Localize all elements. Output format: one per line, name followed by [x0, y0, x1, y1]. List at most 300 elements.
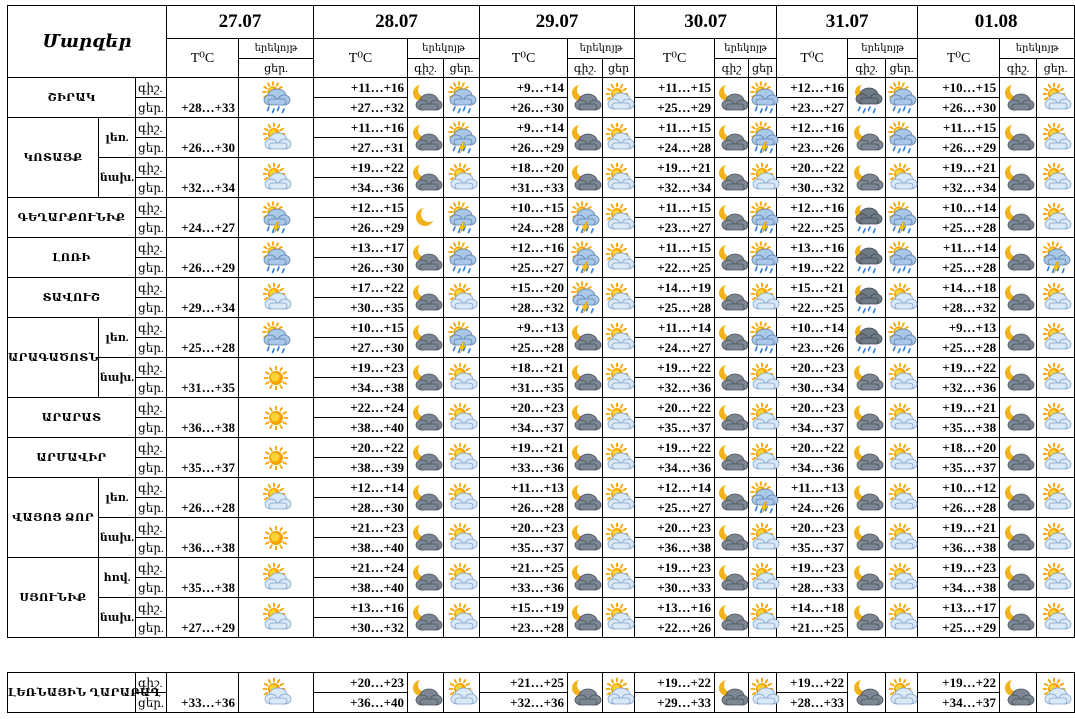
night-label: գիշ. [136, 278, 167, 298]
night-temp: +11…+15 [635, 238, 715, 258]
night-label: գիշ. [136, 78, 167, 98]
day-temp: +28…+33 [777, 578, 848, 598]
sun-cloud-icon [749, 558, 777, 598]
moon-cloud-icon [848, 673, 886, 713]
sun-cloud-icon [444, 158, 480, 198]
moon-cloud-icon [1000, 673, 1037, 713]
sun-cloud-icon [749, 598, 777, 638]
sun-cloud-icon [603, 238, 635, 278]
moon-cloud-icon [568, 398, 603, 438]
day-temp: +31…+33 [480, 178, 568, 198]
day-temp: +32…+34 [918, 178, 1000, 198]
moon-cloud-icon [715, 518, 749, 558]
moon-cloud-icon [848, 158, 886, 198]
region-name: ԱՐԱՐԱՏ [8, 398, 136, 438]
sun-cloud-icon [603, 198, 635, 238]
moon-cloud-icon [1000, 398, 1037, 438]
sun-cloud-icon [749, 358, 777, 398]
moon-cloud-icon [408, 438, 444, 478]
region-name: ՏԱՎՈՒՇ [8, 278, 136, 318]
day-label: ցեր. [136, 498, 167, 518]
temp-range: +36…+38 [167, 518, 239, 558]
region-name: ՇԻՐԱԿ [8, 78, 136, 118]
moon-cloud-icon [568, 158, 603, 198]
temp-range: +29…+34 [167, 278, 239, 318]
sun-cloud-icon [603, 398, 635, 438]
moon-cloud-icon [568, 558, 603, 598]
sun-cloud-icon [1037, 198, 1075, 238]
moon-cloud-icon [848, 118, 886, 158]
night-temp: +19…+21 [918, 518, 1000, 538]
day-temp: +22…+25 [635, 258, 715, 278]
day-temp: +24…+28 [480, 218, 568, 238]
night-temp: +22…+24 [314, 398, 408, 418]
subregion-label: հով. [99, 558, 136, 598]
day-temp: +34…+37 [480, 418, 568, 438]
subregion-label: նախ. [99, 598, 136, 638]
day-temp: +35…+38 [918, 418, 1000, 438]
sun-rain-icon [239, 78, 314, 118]
night-temp: +11…+15 [635, 118, 715, 138]
night-temp: +15…+19 [480, 598, 568, 618]
sun-storm-icon [239, 198, 314, 238]
sun-cloud-icon [444, 558, 480, 598]
night-temp: +19…+22 [635, 358, 715, 378]
sun-cloud-icon [239, 598, 314, 638]
day-temp: +26…+28 [918, 498, 1000, 518]
day-temp: +31…+35 [480, 378, 568, 398]
day-temp: +34…+38 [314, 378, 408, 398]
night-label: գիշ. [136, 158, 167, 178]
day-label: ցեր. [136, 538, 167, 558]
moon-cloud-icon [715, 318, 749, 358]
night-subheader: գիշ. [1000, 59, 1037, 78]
subregion-label: նախ. [99, 518, 136, 558]
day-subheader: ցեր. [239, 59, 314, 78]
moon-cloud-icon [1000, 278, 1037, 318]
day-temp: +28…+30 [314, 498, 408, 518]
night-temp: +9…+14 [480, 78, 568, 98]
sun-cloud-icon [603, 78, 635, 118]
night-temp: +19…+23 [777, 558, 848, 578]
moon-cloud-icon [1000, 478, 1037, 518]
date-header: 31.07 [777, 6, 918, 39]
sun-cloud-icon [886, 158, 918, 198]
sun-cloud-icon [603, 318, 635, 358]
night-temp: +20…+23 [314, 673, 408, 693]
moon-cloud-icon [715, 118, 749, 158]
night-temp: +13…+16 [314, 598, 408, 618]
table-row [8, 78, 1075, 98]
sun-cloud-icon [886, 558, 918, 598]
night-temp: +19…+22 [635, 438, 715, 458]
moon-cloud-icon [848, 558, 886, 598]
day-temp: +25…+28 [918, 258, 1000, 278]
sun-cloud-icon [603, 118, 635, 158]
sun-storm-icon [444, 318, 480, 358]
moon-cloud-icon [1000, 118, 1037, 158]
sun-cloud-icon [239, 558, 314, 598]
night-temp: +10…+12 [918, 478, 1000, 498]
night-temp: +10…+15 [314, 318, 408, 338]
temp-range: +35…+38 [167, 558, 239, 598]
day-label: ցեր. [136, 418, 167, 438]
night-temp: +19…+21 [918, 158, 1000, 178]
night-temp: +12…+14 [635, 478, 715, 498]
day-temp: +32…+34 [635, 178, 715, 198]
sun-cloud-icon [239, 673, 314, 713]
moon-cloud-icon [715, 158, 749, 198]
date-header: 29.07 [480, 6, 635, 39]
region-name: ՎԱՅՈՑ ՁՈՐ [8, 478, 99, 558]
night-temp: +18…+20 [918, 438, 1000, 458]
night-label: գիշ. [136, 558, 167, 578]
night-temp: +20…+22 [635, 398, 715, 418]
sun-storm-icon [568, 238, 603, 278]
moon-cloud-icon [848, 598, 886, 638]
region-name: ՍՅՈՒՆԻՔ [8, 558, 99, 638]
table-row [8, 238, 1075, 258]
sun-cloud-icon [1037, 358, 1075, 398]
day-label: ցեր. [136, 378, 167, 398]
sun-rain-icon [886, 78, 918, 118]
day-temp: +26…+30 [918, 98, 1000, 118]
sun-storm-icon [1037, 238, 1075, 278]
night-temp: +19…+22 [777, 673, 848, 693]
sun-cloud-icon [603, 518, 635, 558]
moon-rain-icon [848, 278, 886, 318]
header-title: Մարզեր [8, 6, 167, 78]
day-temp: +33…+36 [480, 458, 568, 478]
day-temp: +28…+32 [480, 298, 568, 318]
sun-cloud-icon [1037, 518, 1075, 558]
moon-cloud-icon [408, 78, 444, 118]
night-temp: +10…+15 [918, 78, 1000, 98]
sun-cloud-icon [749, 438, 777, 478]
temp-range: +31…+35 [167, 358, 239, 398]
night-temp: +19…+23 [635, 558, 715, 578]
day-temp: +25…+28 [918, 218, 1000, 238]
day-temp: +22…+25 [777, 218, 848, 238]
day-temp: +34…+36 [635, 458, 715, 478]
moon-cloud-icon [1000, 238, 1037, 278]
moon-cloud-icon [408, 318, 444, 358]
region-name: ԼՈՌԻ [8, 238, 136, 278]
moon-rain-icon [848, 78, 886, 118]
sun-cloud-icon [603, 478, 635, 518]
day-temp: +27…+31 [314, 138, 408, 158]
day-label: ցեր. [136, 218, 167, 238]
day-subheader: ցեր [603, 59, 635, 78]
evening-header: երեկոյթ [715, 39, 777, 59]
sun-cloud-icon [886, 398, 918, 438]
sun-storm-icon [444, 198, 480, 238]
day-temp: +25…+27 [635, 498, 715, 518]
moon-cloud-icon [848, 398, 886, 438]
moon-cloud-icon [568, 358, 603, 398]
night-temp: +20…+22 [314, 438, 408, 458]
moon-cloud-icon [1000, 78, 1037, 118]
sun-cloud-icon [886, 673, 918, 713]
temp-header: T⁰C [480, 39, 568, 78]
sun-rain-icon [239, 238, 314, 278]
moon-cloud-icon [408, 598, 444, 638]
date-header: 28.07 [314, 6, 480, 39]
moon-cloud-icon [568, 78, 603, 118]
day-temp: +27…+30 [314, 338, 408, 358]
table-row [8, 673, 1075, 693]
region-name: ԿՈՏԱՅՔ [8, 118, 99, 198]
day-temp: +30…+34 [777, 378, 848, 398]
night-label: գիշ. [136, 118, 167, 138]
day-temp: +19…+22 [777, 258, 848, 278]
day-temp: +30…+33 [635, 578, 715, 598]
sun-cloud-icon [1037, 398, 1075, 438]
region-name: ԳԵՂԱՐՔՈՒՆԻՔ [8, 198, 136, 238]
sun-cloud-icon [1037, 673, 1075, 713]
night-temp: +13…+16 [777, 238, 848, 258]
moon-cloud-icon [1000, 158, 1037, 198]
day-temp: +38…+40 [314, 418, 408, 438]
night-label: գիշ. [136, 238, 167, 258]
day-temp: +26…+29 [314, 218, 408, 238]
day-label: ցեր. [136, 98, 167, 118]
sun-cloud-icon [603, 598, 635, 638]
temp-range: +24…+27 [167, 198, 239, 238]
night-temp: +19…+21 [480, 438, 568, 458]
moon-rain-icon [848, 318, 886, 358]
sun-cloud-icon [749, 673, 777, 713]
sun-rain-icon [749, 78, 777, 118]
sun-rain-icon [886, 118, 918, 158]
day-temp: +34…+38 [918, 578, 1000, 598]
night-temp: +21…+24 [314, 558, 408, 578]
night-temp: +15…+20 [480, 278, 568, 298]
moon-cloud-icon [848, 518, 886, 558]
table-row [8, 518, 1075, 538]
day-label: ցեր. [136, 258, 167, 278]
subregion-label: լեռ. [99, 478, 136, 518]
day-temp: +34…+37 [918, 693, 1000, 713]
night-temp: +12…+16 [777, 78, 848, 98]
night-label: գիշ. [136, 518, 167, 538]
night-temp: +19…+22 [314, 158, 408, 178]
moon-rain-icon [848, 198, 886, 238]
night-label: գիշ. [136, 198, 167, 218]
night-temp: +20…+23 [480, 398, 568, 418]
subregion-label: նախ. [99, 158, 136, 198]
subregion-label: նախ. [99, 358, 136, 398]
temp-range: +26…+29 [167, 238, 239, 278]
table-row [8, 278, 1075, 298]
evening-header: երեկոյթ [408, 39, 480, 59]
night-temp: +13…+17 [314, 238, 408, 258]
day-temp: +38…+40 [314, 538, 408, 558]
day-temp: +23…+28 [480, 618, 568, 638]
temp-range: +25…+28 [167, 318, 239, 358]
day-temp: +26…+29 [480, 138, 568, 158]
night-temp: +18…+21 [480, 358, 568, 378]
night-temp: +11…+14 [635, 318, 715, 338]
sun-rain-icon [444, 238, 480, 278]
moon-cloud-icon [848, 358, 886, 398]
sun-cloud-icon [444, 478, 480, 518]
day-label: ցեր. [136, 693, 167, 713]
subregion-label: լեռ. [99, 318, 136, 358]
night-temp: +9…+13 [918, 318, 1000, 338]
sun-rain-icon [886, 318, 918, 358]
moon-cloud-icon [568, 598, 603, 638]
moon-cloud-icon [715, 438, 749, 478]
moon-cloud-icon [1000, 598, 1037, 638]
table-row [8, 358, 1075, 378]
day-label: ցեր. [136, 578, 167, 598]
temp-range: +26…+30 [167, 118, 239, 158]
moon-cloud-icon [408, 518, 444, 558]
day-temp: +34…+37 [777, 418, 848, 438]
sun-cloud-icon [603, 438, 635, 478]
night-temp: +10…+15 [480, 198, 568, 218]
moon-cloud-icon [1000, 358, 1037, 398]
sun-rain-icon [239, 318, 314, 358]
night-temp: +19…+21 [635, 158, 715, 178]
night-temp: +12…+16 [777, 118, 848, 138]
moon-cloud-icon [1000, 518, 1037, 558]
day-temp: +35…+37 [480, 538, 568, 558]
night-temp: +9…+13 [480, 318, 568, 338]
temp-range: +26…+28 [167, 478, 239, 518]
sun-icon [239, 398, 314, 438]
day-temp: +25…+28 [918, 338, 1000, 358]
region-name: ԱՐԱԳԱԾՈՏՆ [8, 318, 99, 398]
night-temp: +15…+21 [777, 278, 848, 298]
moon-cloud-icon [715, 673, 749, 713]
moon-cloud-icon [715, 358, 749, 398]
moon-cloud-icon [568, 438, 603, 478]
sun-rain-icon [444, 78, 480, 118]
temp-range: +32…+34 [167, 158, 239, 198]
night-subheader: գիշ [715, 59, 749, 78]
sun-rain-icon [749, 238, 777, 278]
night-temp: +12…+15 [314, 198, 408, 218]
day-subheader: ցեր. [444, 59, 480, 78]
day-temp: +38…+39 [314, 458, 408, 478]
day-temp: +25…+28 [635, 298, 715, 318]
sun-cloud-icon [1037, 118, 1075, 158]
night-temp: +21…+25 [480, 558, 568, 578]
night-temp: +14…+18 [777, 598, 848, 618]
temp-range: +36…+38 [167, 398, 239, 438]
day-temp: +32…+36 [918, 378, 1000, 398]
day-label: ցեր. [136, 618, 167, 638]
sun-cloud-icon [239, 478, 314, 518]
day-temp: +25…+29 [635, 98, 715, 118]
sun-cloud-icon [603, 673, 635, 713]
moon-cloud-icon [568, 518, 603, 558]
night-temp: +11…+14 [918, 238, 1000, 258]
sun-cloud-icon [603, 278, 635, 318]
night-temp: +11…+13 [480, 478, 568, 498]
day-label: ցեր. [136, 298, 167, 318]
temp-header: T⁰C [777, 39, 848, 78]
sun-cloud-icon [603, 558, 635, 598]
night-temp: +12…+16 [480, 238, 568, 258]
sun-storm-icon [749, 478, 777, 518]
moon-cloud-icon [408, 358, 444, 398]
moon-rain-icon [848, 238, 886, 278]
sun-cloud-icon [239, 158, 314, 198]
night-subheader: գիշ. [408, 59, 444, 78]
table-row [8, 398, 1075, 418]
night-temp: +11…+16 [314, 118, 408, 138]
day-temp: +24…+26 [777, 498, 848, 518]
sun-rain-icon [886, 238, 918, 278]
sun-cloud-icon [749, 398, 777, 438]
night-temp: +20…+23 [777, 398, 848, 418]
day-temp: +23…+27 [635, 218, 715, 238]
night-temp: +13…+16 [635, 598, 715, 618]
night-label: գիշ. [136, 478, 167, 498]
table-row [8, 558, 1075, 578]
sun-storm-icon [568, 198, 603, 238]
night-temp: +18…+20 [480, 158, 568, 178]
night-label: գիշ. [136, 673, 167, 693]
moon-cloud-icon [408, 673, 444, 713]
day-subheader: ցեր. [886, 59, 918, 78]
sun-cloud-icon [886, 438, 918, 478]
sun-storm-icon [886, 198, 918, 238]
evening-header: երեկոյթ [239, 39, 314, 59]
day-temp: +33…+36 [480, 578, 568, 598]
table-row [8, 438, 1075, 458]
day-temp: +22…+26 [635, 618, 715, 638]
sun-cloud-icon [749, 278, 777, 318]
sun-icon [239, 358, 314, 398]
day-label: ցեր. [136, 458, 167, 478]
moon-cloud-icon [408, 278, 444, 318]
night-temp: +19…+22 [635, 673, 715, 693]
night-label: գիշ. [136, 358, 167, 378]
sun-cloud-icon [886, 478, 918, 518]
day-temp: +25…+27 [480, 258, 568, 278]
day-temp: +22…+25 [777, 298, 848, 318]
day-temp: +23…+27 [777, 98, 848, 118]
day-temp: +30…+32 [314, 618, 408, 638]
temp-range: +35…+37 [167, 438, 239, 478]
temp-header: T⁰C [918, 39, 1000, 78]
region-name: ԱՐՄԱՎԻՐ [8, 438, 136, 478]
sun-cloud-icon [886, 278, 918, 318]
night-temp: +11…+15 [635, 198, 715, 218]
day-temp: +24…+28 [635, 138, 715, 158]
moon-icon [408, 198, 444, 238]
forecast-table-karabakh [7, 672, 1075, 713]
night-temp: +14…+18 [918, 278, 1000, 298]
temp-header: T⁰C [167, 39, 239, 78]
temp-range: +27…+29 [167, 598, 239, 638]
day-temp: +21…+25 [777, 618, 848, 638]
sun-cloud-icon [1037, 78, 1075, 118]
forecast-table [7, 5, 1075, 638]
day-temp: +26…+28 [480, 498, 568, 518]
night-temp: +14…+19 [635, 278, 715, 298]
day-temp: +36…+38 [635, 538, 715, 558]
day-temp: +26…+30 [314, 258, 408, 278]
day-temp: +32…+36 [635, 378, 715, 398]
sun-cloud-icon [749, 158, 777, 198]
night-temp: +11…+15 [918, 118, 1000, 138]
night-temp: +20…+22 [777, 158, 848, 178]
